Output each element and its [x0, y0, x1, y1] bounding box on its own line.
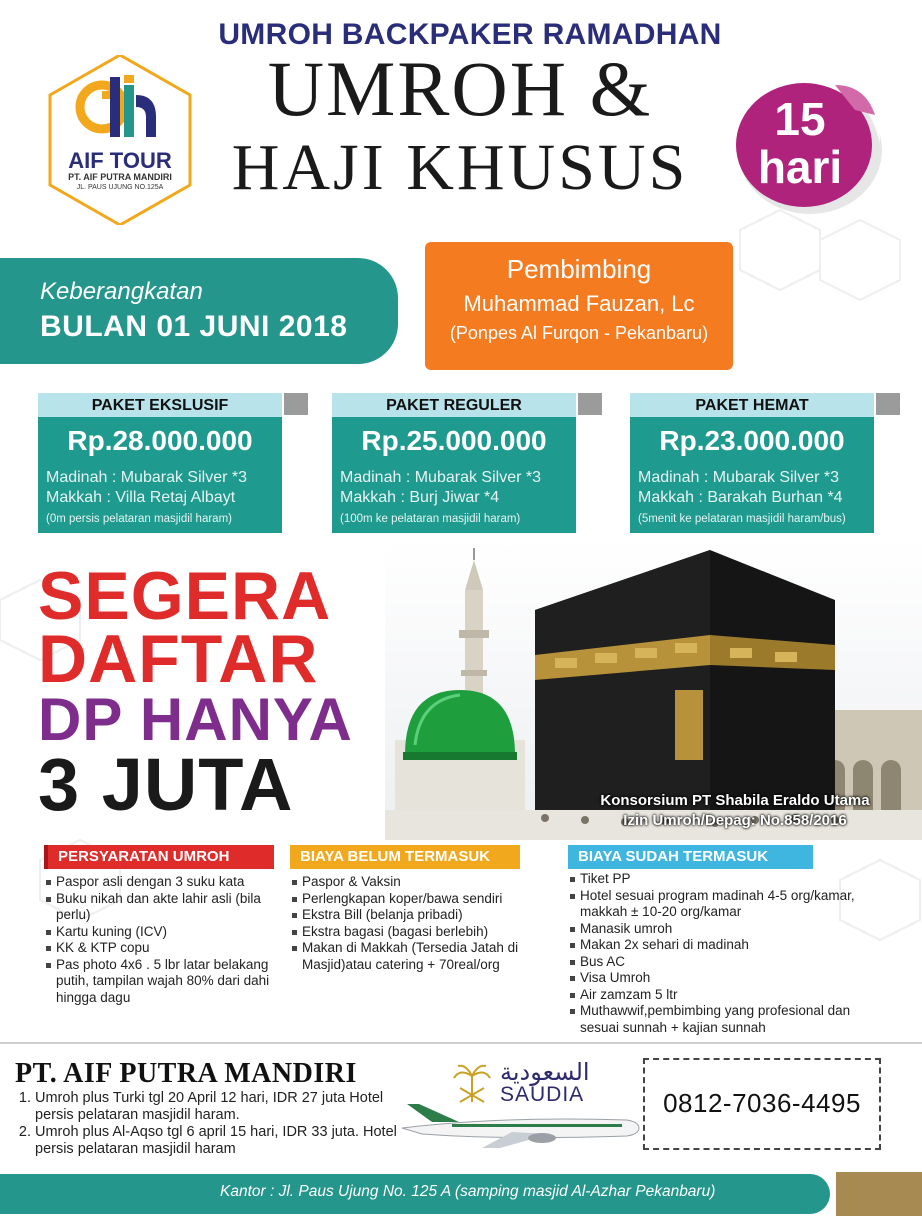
logo-name: AIF TOUR — [68, 148, 172, 173]
list-item: Ekstra bagasi (bagasi berlebih) — [290, 924, 550, 941]
list-item: Visa Umroh — [568, 970, 878, 987]
list-item: Air zamzam 5 ltr — [568, 987, 878, 1004]
list-item: Paspor & Vaksin — [290, 874, 550, 891]
list-item: Manasik umroh — [568, 921, 878, 938]
excluded-section — [290, 845, 560, 973]
corner-pattern — [836, 1172, 922, 1216]
package-note: (5menit ke pelataran masjidil haram/bus) — [638, 513, 846, 525]
included-section — [568, 845, 888, 1036]
excluded-title: BIAYA BELUM TERMASUK — [290, 845, 520, 869]
title-line-2: HAJI KHUSUS — [231, 131, 689, 204]
package-price: Rp.25.000.000 — [361, 425, 547, 456]
footer-offers — [15, 1090, 415, 1158]
office-address: Kantor : Jl. Paus Ujung No. 125 A (samping masjid Al-Azhar Pekanbaru) — [220, 1183, 716, 1200]
footer-company: PT. AIF PUTRA MANDIRI — [15, 1058, 357, 1089]
package-card-reguler — [332, 393, 602, 533]
footer-divider — [0, 1042, 922, 1044]
promo-line-3: DP HANYA — [38, 686, 353, 753]
package-card-ekslusif — [38, 393, 308, 533]
list-item: Pas photo 4x6 . 5 lbr latar belakang putih, tampilan wajah 80% dari dahi hingga dagu — [44, 957, 274, 1007]
guide-title: Pembimbing — [506, 254, 652, 284]
list-item: Ekstra Bill (belanja pribadi) — [290, 907, 550, 924]
offer-item: 2. Umroh plus Al-Aqso tgl 6 april 15 hari, IDR 33 juta. Hotel persis pelataran masjidil haram — [35, 1124, 415, 1158]
excluded-list — [290, 874, 550, 973]
package-makkah: Makkah : Burj Jiwar *4 — [340, 489, 500, 506]
promo-line-2: DAFTAR — [38, 621, 319, 697]
package-madinah: Madinah : Mubarak Silver *3 — [46, 469, 247, 486]
included-list — [568, 871, 878, 1036]
list-item: Bus AC — [568, 954, 878, 971]
package-name: PAKET REGULER — [332, 393, 576, 417]
package-body — [38, 417, 282, 533]
package-card-hemat — [630, 393, 900, 533]
airline-name-arabic: السعودية — [500, 1058, 590, 1086]
departure-label: Keberangkatan — [40, 278, 203, 305]
package-body — [630, 417, 874, 533]
list-item: Buku nikah dan akte lahir asli (bila perlu) — [44, 891, 274, 924]
title-line-1: UMROH & — [267, 45, 653, 132]
package-corner — [876, 393, 900, 415]
list-item: Hotel sesuai program madinah 4-5 org/kamar, makkah ± 10-20 org/kamar — [568, 888, 878, 921]
requirements-title: PERSYARATAN UMROH — [44, 845, 274, 869]
guide-org: (Ponpes Al Furqon - Pekanbaru) — [449, 323, 709, 343]
departure-date: BULAN 01 JUNI 2018 — [40, 310, 348, 343]
requirements-section — [44, 845, 274, 1006]
package-madinah: Madinah : Mubarak Silver *3 — [638, 469, 839, 486]
package-name: PAKET HEMAT — [630, 393, 874, 417]
package-body — [332, 417, 576, 533]
package-price: Rp.23.000.000 — [659, 425, 845, 456]
offer-item: 1. Umroh plus Turki tgl 20 April 12 hari, IDR 27 juta Hotel persis pelataran masjidil haram. — [35, 1090, 415, 1124]
list-item: Makan 2x sehari di madinah — [568, 937, 878, 954]
promo-line-4: 3 JUTA — [38, 743, 294, 826]
package-note: (100m ke pelataran masjidil haram) — [340, 513, 521, 525]
package-price: Rp.28.000.000 — [67, 425, 253, 456]
list-item: Paspor asli dengan 3 suku kata — [44, 874, 274, 891]
guide-name: Muhammad Fauzan, Lc — [463, 291, 695, 316]
promo-line-1: SEGERA — [38, 558, 332, 634]
header-kicker: UMROH BACKPAKER RAMADHAN — [218, 18, 722, 51]
airline-name: SAUDIA — [500, 1083, 585, 1106]
list-item: Kartu kuning (ICV) — [44, 924, 274, 941]
package-madinah: Madinah : Mubarak Silver *3 — [340, 469, 541, 486]
license-text: Izin Umroh/Depag: No.858/2016 — [623, 812, 847, 829]
phone-number[interactable]: 0812-7036-4495 — [663, 1088, 861, 1118]
package-corner — [284, 393, 308, 415]
package-name: PAKET EKSLUSIF — [38, 393, 282, 417]
airplane-icon — [392, 1098, 642, 1150]
list-item: KK & KTP copu — [44, 940, 274, 957]
included-title: BIAYA SUDAH TERMASUK — [568, 845, 813, 869]
consortium-text: Konsorsium PT Shabila Eraldo Utama — [600, 792, 870, 809]
requirements-list — [44, 874, 274, 1006]
badge-unit: hari — [757, 141, 843, 193]
package-makkah: Makkah : Villa Retaj Albayt — [46, 489, 236, 506]
logo-company: PT. AIF PUTRA MANDIRI — [68, 172, 172, 182]
package-corner — [578, 393, 602, 415]
package-makkah: Makkah : Barakah Burhan *4 — [638, 489, 843, 506]
package-note: (0m persis pelataran masjidil haram) — [46, 513, 232, 525]
list-item: Muthawwif,pembimbing yang profesional dan sesuai sunnah + kajian sunnah — [568, 1003, 878, 1036]
badge-number: 15 — [774, 93, 826, 145]
logo-address: JL. PAUS UJUNG NO.125A — [76, 184, 164, 191]
list-item: Perlengkapan koper/bawa sendiri — [290, 891, 550, 908]
list-item: Tiket PP — [568, 871, 878, 888]
list-item: Makan di Makkah (Tersedia Jatah di Masjid)atau catering + 70real/org — [290, 940, 550, 973]
aif-tour-logo-icon — [40, 55, 200, 225]
